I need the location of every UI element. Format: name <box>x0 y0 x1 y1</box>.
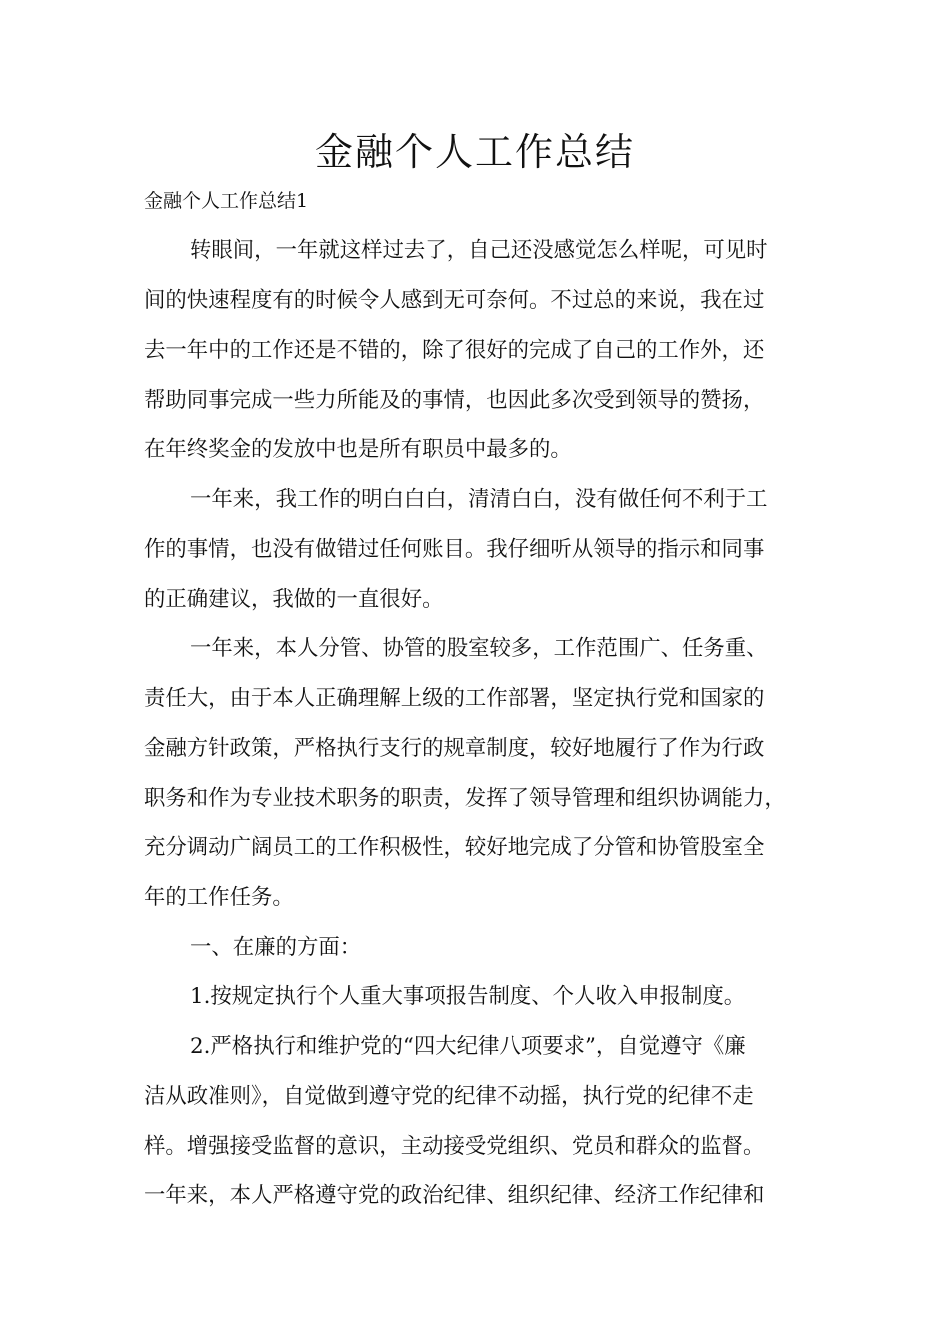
paragraph-line: 洁从政准则》，自觉做到遵守党的纪律不动摇，执行党的纪律不走 <box>144 1084 754 1109</box>
paragraph-line: 职务和作为专业技术职务的职责，发挥了领导管理和组织协调能力， <box>144 786 786 811</box>
section-heading: 金融个人工作总结1 <box>144 190 309 212</box>
paragraph-line: 作的事情，也没有做错过任何账目。我仔细听从领导的指示和同事 <box>144 537 765 562</box>
document-title: 金融个人工作总结 <box>314 130 635 174</box>
paragraph-line: 转眼间，一年就这样过去了，自己还没感觉怎么样呢，可见时 <box>190 238 768 263</box>
paragraph-line: 充分调动广阔员工的工作积极性，较好地完成了分管和协管股室全 <box>144 835 765 860</box>
paragraph-line: 的正确建议，我做的一直很好。 <box>144 587 444 612</box>
paragraph-line: 间的快速程度有的时候令人感到无可奈何。不过总的来说，我在过 <box>144 288 765 313</box>
paragraph-line: 一年来，本人严格遵守党的政治纪律、组织纪律、经济工作纪律和 <box>144 1183 765 1208</box>
paragraph-line: 金融方针政策，严格执行支行的规章制度，较好地履行了作为行政 <box>144 736 765 761</box>
paragraph-line: 1.按规定执行个人重大事项报告制度、个人收入申报制度。 <box>190 984 746 1009</box>
paragraph-line: 一年来，我工作的明白白白，清清白白，没有做任何不利于工 <box>190 487 768 512</box>
paragraph-line: 责任大，由于本人正确理解上级的工作部署，坚定执行党和国家的 <box>144 686 765 711</box>
paragraph-line: 样。增强接受监督的意识，主动接受党组织、党员和群众的监督。 <box>144 1134 765 1159</box>
paragraph-line: 一、在廉的方面： <box>190 935 362 960</box>
paragraph-line: 帮助同事完成一些力所能及的事情，也因此多次受到领导的赞扬， <box>144 388 765 413</box>
paragraph-line: 年的工作任务。 <box>144 885 294 910</box>
paragraph-line: 2.严格执行和维护党的“四大纪律八项要求”，自觉遵守《廉 <box>190 1034 746 1059</box>
paragraph-line: 去一年中的工作还是不错的，除了很好的完成了自己的工作外，还 <box>144 338 765 363</box>
paragraph-line: 在年终奖金的发放中也是所有职员中最多的。 <box>144 437 572 462</box>
paragraph-line: 一年来，本人分管、协管的股室较多，工作范围广、任务重、 <box>190 636 768 661</box>
